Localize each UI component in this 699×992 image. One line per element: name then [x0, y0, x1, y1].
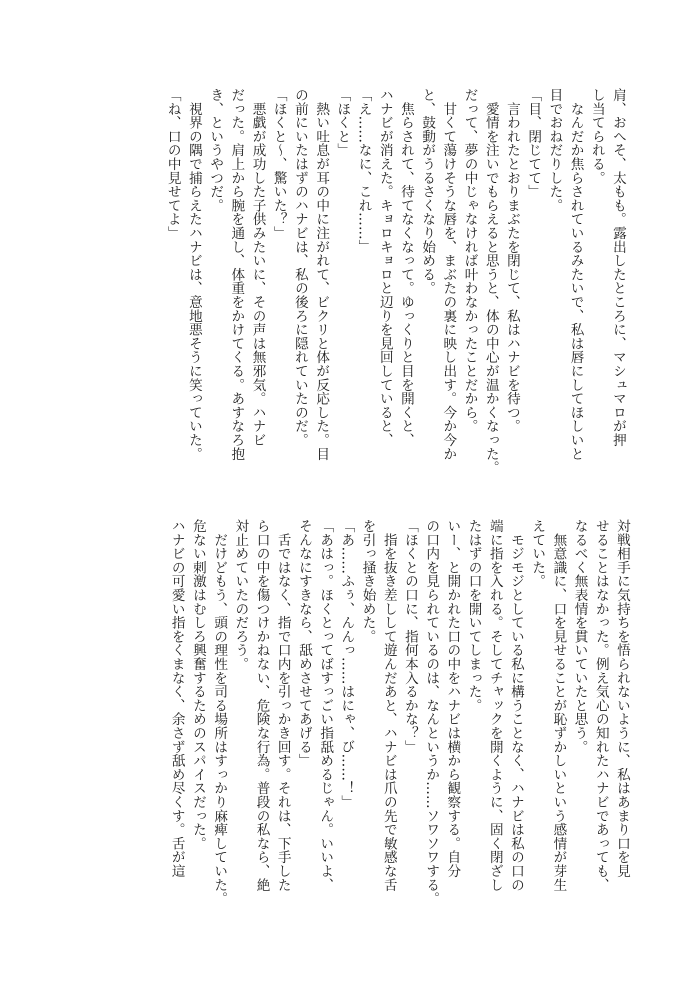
- text-line: だって、夢の中じゃなければ叶わなかったことだから。: [461, 88, 478, 433]
- text-line: ハナビが消えた。キョロキョロと辺りを見回していると、: [376, 88, 393, 447]
- text-line: そんなにすきなら、舐めさせてあげる」: [295, 519, 312, 768]
- text-line: 危ない刺激はむしろ興奮するためのスパイスだった。: [189, 519, 206, 851]
- text-line: を引っ掻き始めた。: [359, 519, 376, 644]
- text-line: 「ほくとの口に、指何本入るかな？」: [401, 519, 418, 754]
- text-line: ハナビの可愛い指をくまなく、余さず舐め尽くす。舌が這: [168, 519, 185, 878]
- text-line: なんだか焦らされているみたいで、私は唇にしてほしいと: [567, 88, 584, 461]
- text-line: 対止めていたのだろう。: [232, 519, 249, 671]
- text-line: 「あ……ふぅ、んんっ……はにゃ、び……！」: [338, 519, 355, 809]
- text-line: だった。肩上から腕を通し、体重をかけてくる。あすなろ抱: [228, 88, 245, 461]
- text-line: 熱い吐息が耳の中に注がれて、ビクリと体が反応した。目: [313, 88, 330, 461]
- text-line: と、鼓動がうるさくなり始める。: [419, 88, 436, 295]
- upper-text-block: [131, 88, 628, 518]
- text-line: せることはなかった。例え気心の知れたハナビであっても、: [592, 519, 609, 892]
- text-line: し当てられる。: [588, 88, 605, 185]
- text-line: 端に指を入れる。そしてチャックを開くように、固く閉ざし: [486, 519, 503, 892]
- text-line: 「ほくと〜、驚いた？」: [270, 88, 287, 240]
- text-line: 焦らされて、待てなくなって。ゆっくりと目を開くと、: [397, 88, 414, 447]
- text-line: 「目、閉じてて」: [525, 88, 542, 199]
- text-line: の前にいたはずのハナビは、私の後ろに隠れていたのだ。: [291, 88, 308, 447]
- text-line: 肩、おへそ、太もも。露出したところに、マシュマロが押: [609, 88, 626, 447]
- text-line: 無意識に、口を見せることが恥ずかしいという感情が芽生: [550, 519, 567, 892]
- text-line: 甘くて蕩けそうな唇を、まぶたの裏に映し出す。今か今か: [440, 88, 457, 461]
- text-line: 目でおねだりした。: [546, 88, 563, 213]
- text-line: えていた。: [529, 519, 546, 588]
- text-line: なるべく無表情を貫いていたと思う。: [571, 519, 588, 754]
- text-line: 舌ではなく、指で口内を引っかき回す。それは、下手した: [274, 519, 291, 892]
- text-line: き、というやつだ。: [207, 88, 224, 213]
- lower-text-block: [135, 519, 632, 919]
- text-line: 悪戯が成功した子供みたいに、その声は無邪気。ハナビ: [249, 88, 266, 447]
- text-line: モジモジとしている私に構うことなく、ハナビは私の口の: [507, 519, 524, 892]
- text-line: 対戦相手に気持ちを悟られないように、私はあまり口を見: [613, 519, 630, 878]
- text-line: たはずの口を開いてしまった。: [465, 519, 482, 713]
- text-line: いー、と開かれた口の中をハナビは横から観察する。自分: [444, 519, 461, 878]
- text-line: 「え……なに、これ……」: [355, 88, 372, 254]
- text-line: 愛情を注いでもらえると思うと、体の中心が温かくなった。: [482, 88, 499, 475]
- text-line: 指を抜き差しして遊んだあと、ハナビは爪の先で敏感な舌: [380, 519, 397, 892]
- text-line: 「あはっ。ほくとってばすっごい指舐めるじゃん。いいよ、: [317, 519, 334, 892]
- text-line: 言われたとおりまぶたを閉じて、私はハナビを待つ。: [503, 88, 520, 433]
- text-line: ら口の中を傷つけかねない、危険な行為。普段の私なら、絶: [253, 519, 270, 892]
- text-line: だけどもう、頭の理性を司る場所はすっかり麻痺していた。: [211, 519, 228, 906]
- text-line: の口内を見られているのは、なんというか……ソワソワする。: [423, 519, 440, 906]
- text-line: 「ほくと」: [334, 88, 351, 157]
- text-line: 「ね、口の中見せてよ」: [164, 88, 181, 240]
- text-line: 視界の隅で捕らえたハナビは、意地悪そうに笑っていた。: [185, 88, 202, 461]
